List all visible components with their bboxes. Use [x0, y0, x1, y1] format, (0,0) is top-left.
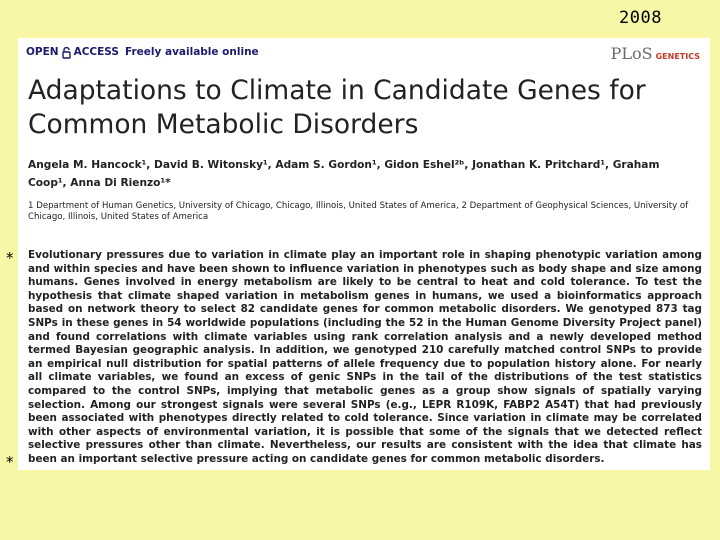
access-label: ACCESS [73, 46, 119, 58]
journal-sub: GENETICS [655, 52, 700, 61]
asterisk-mark-bottom: * [6, 453, 14, 471]
affiliations: 1 Department of Human Genetics, University of Chicago, Chicago, Illinois, United States of America, 2 Department of Geophysical Sciences, University of Chicago, Illinois, United States of America [28, 201, 689, 222]
paper-title: Adaptations to Climate in Candidate Genes for Common Metabolic Disorders [28, 75, 646, 140]
free-label: Freely available online [124, 46, 259, 58]
paper-page [18, 38, 710, 470]
open-access-banner [26, 46, 259, 58]
open-lock-icon [62, 47, 71, 58]
open-label: OPEN [26, 46, 59, 58]
abstract-text: Evolutionary pressures due to variation in climate play an important role in shaping phenotypic variation among and within species and have been shown to influence variation in phenotypes such as body shape and size among humans. Genes involved in energy metabolism are likely to be central to heat and cold tolerance. To test the hypothesis that climate shaped variation in metabolism genes in humans, we used a bioinformatics approach based on network theory to select 82 candidate genes for common metabolic disorders. We genotyped 873 tag SNPs in these genes in 54 worldwide populations (including the 52 in the Human Genome Diversity Project panel) and found correlations with climate variables using rank correlation analysis and a newly developed method termed Bayesian geographic analysis. In addition, we genotyped 210 carefully matched control SNPs to provide an empirical null distribution for spatial patterns of allele frequency due to population history alone. For nearly all climate variables, we found an excess of genic SNPs in the tail of the distributions of the test statistics compared to the control SNPs, implying that metabolic genes as a group show signals of spatially varying selection. Among our strongest signals were several SNPs (e.g., LEPR R109K, FABP2 A54T) that had previously been associated with phenotypes directly related to cold tolerance. Since variation in climate may be correlated with other aspects of environmental variation, it is possible that some of the signals that we detected reflect selective pressures other than climate. Nevertheless, our results are consistent with the idea that climate has been an important selective pressure acting on candidate genes for common metabolic disorders. [28, 249, 702, 465]
journal-name: PLoS [610, 44, 653, 63]
year-label: 2008 [619, 8, 662, 28]
journal-logo [611, 44, 700, 63]
author-list: Angela M. Hancock¹, David B. Witonsky¹, Adam S. Gordon¹, Gidon Eshel²ᵇ, Jonathan K. Pritchard¹, Graham Coop¹, Anna Di Rienzo¹* [28, 159, 660, 189]
asterisk-mark-top: * [6, 249, 14, 267]
